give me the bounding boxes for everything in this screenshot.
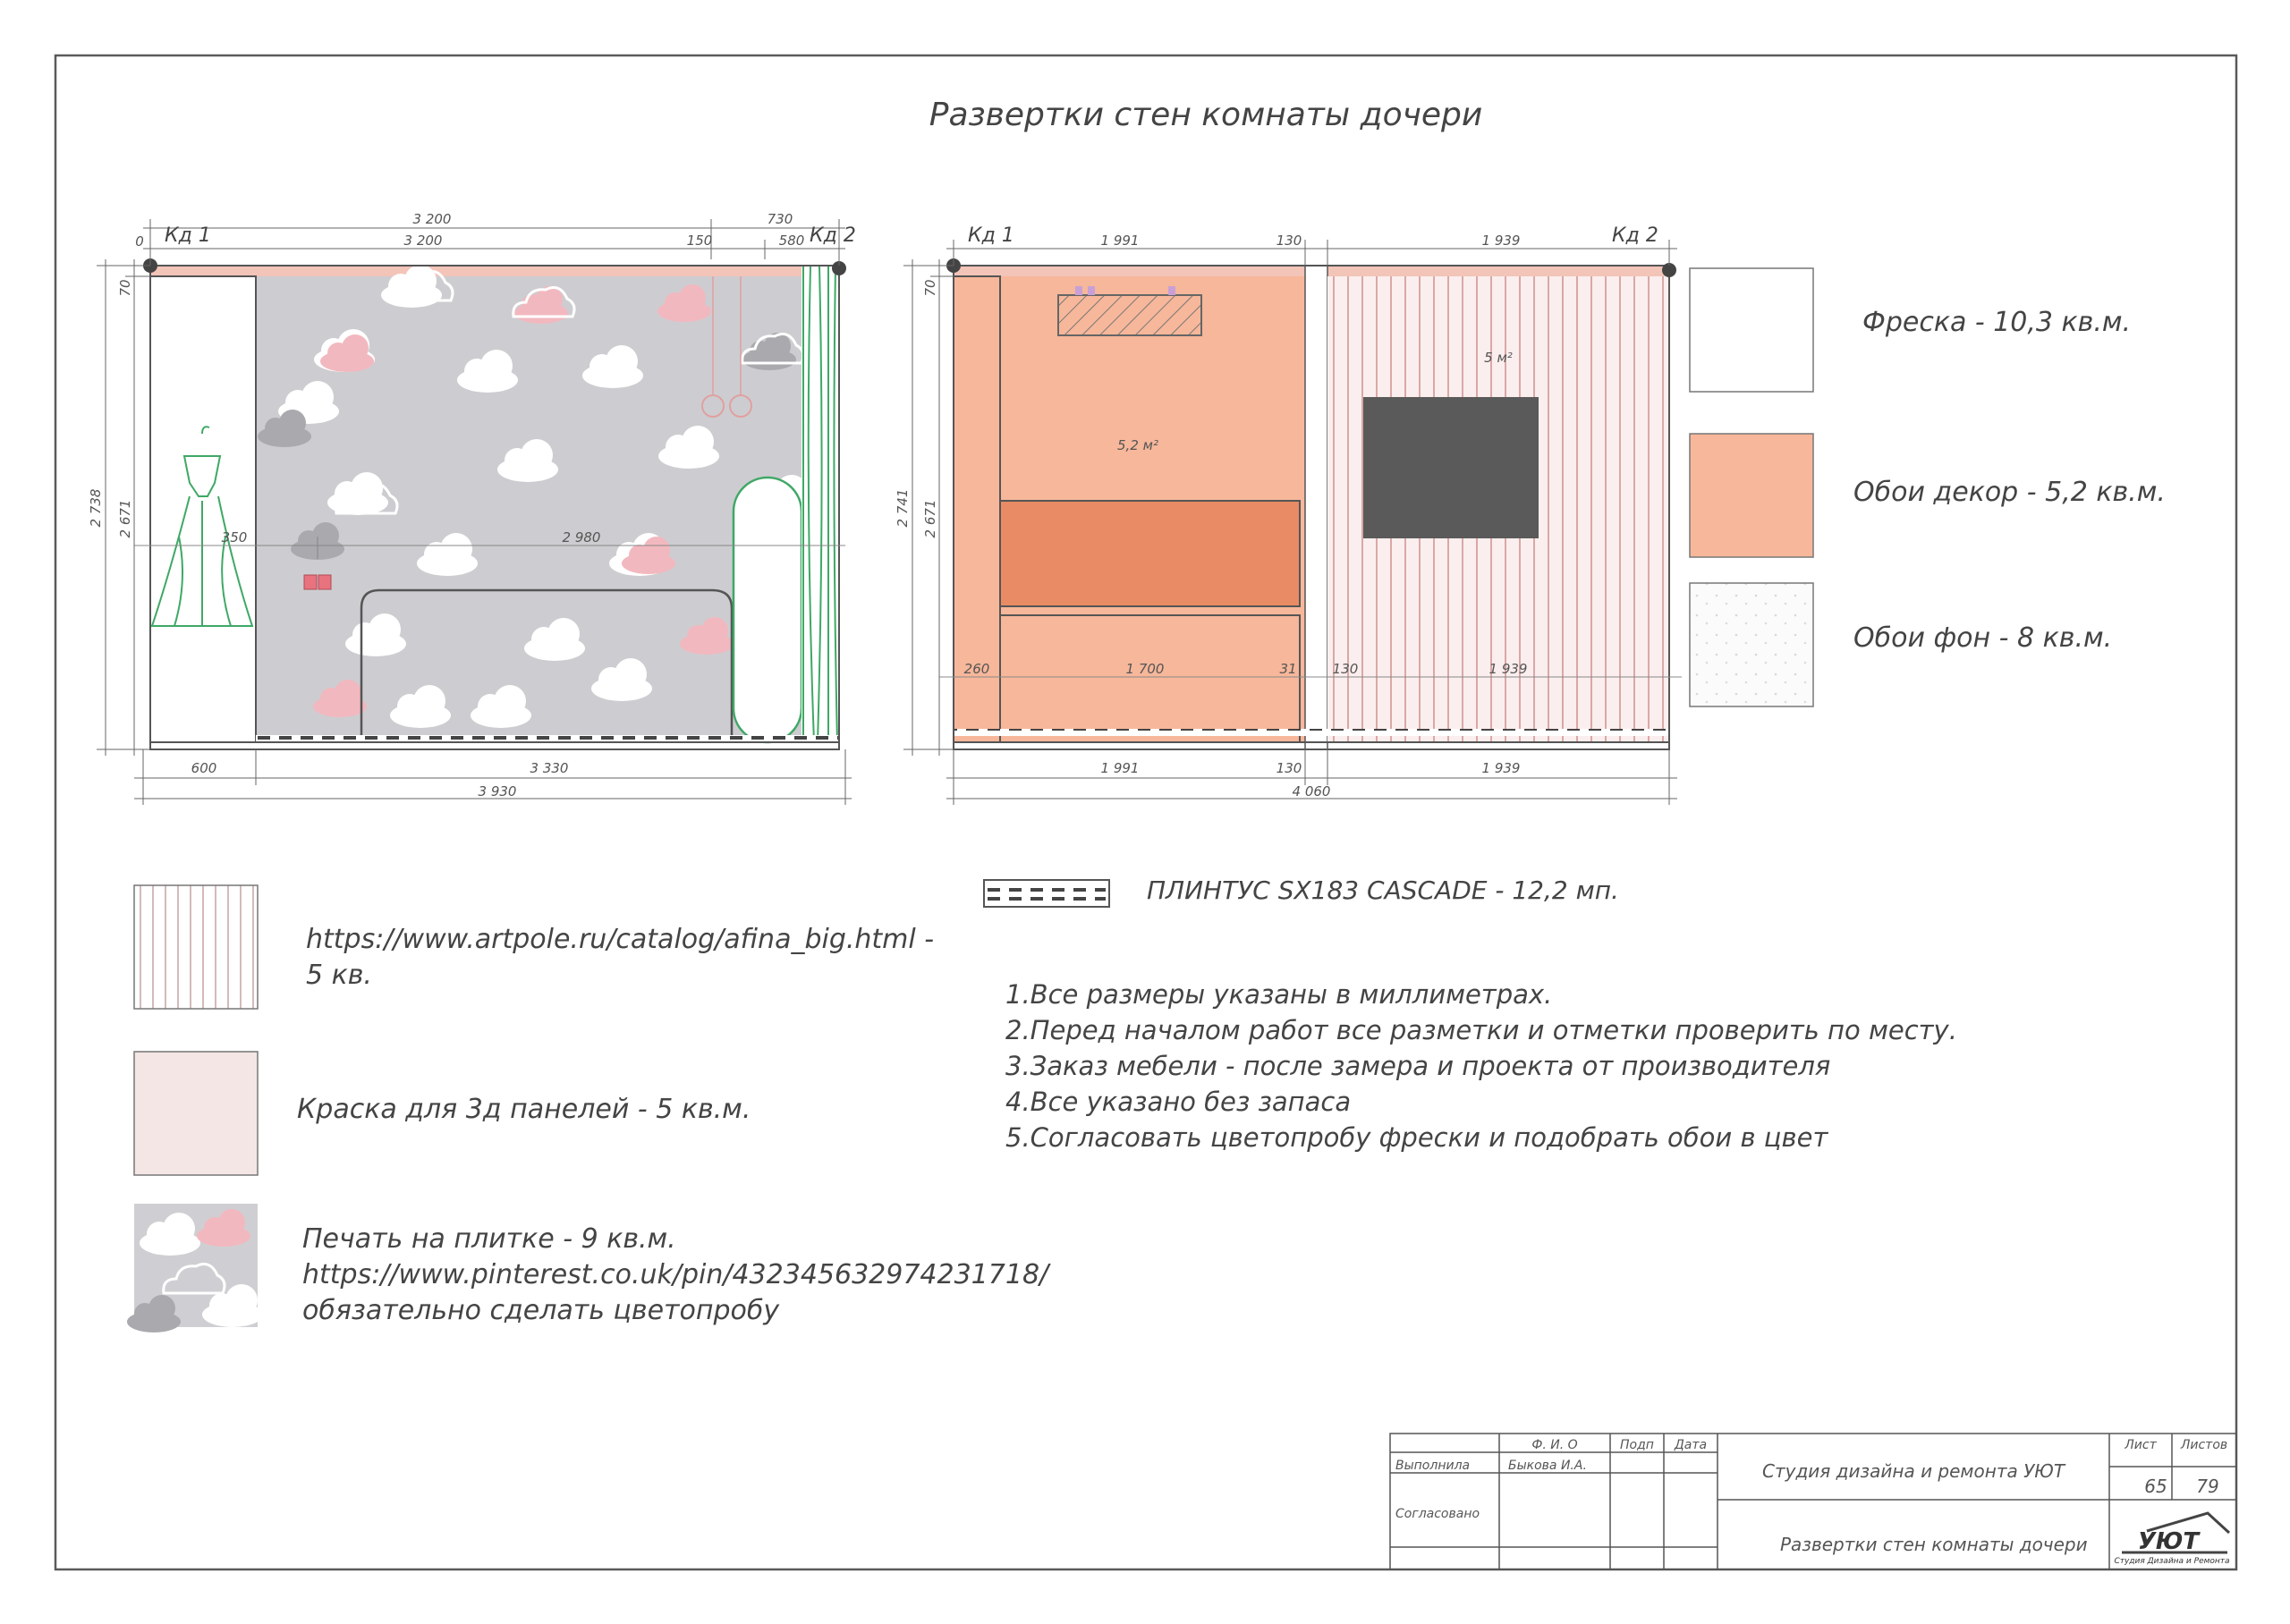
floor-mirror xyxy=(734,478,802,742)
dim-top-right: 730 xyxy=(767,211,793,227)
legend-decor-label: Обои декор - 5,2 кв.м. xyxy=(1853,477,2166,508)
tb-sheet-title: Развертки стен комнаты дочери xyxy=(1780,1534,2088,1555)
legend-swatch-fresco xyxy=(1690,268,1813,392)
legend-panels-line1: https://www.artpole.ru/catalog/afina_big.html - xyxy=(306,924,935,955)
legend-background-label: Обои фон - 8 кв.м. xyxy=(1853,622,2113,654)
tb-done-name: Быкова И.А. xyxy=(1508,1459,1587,1473)
dim-top-gap-right: 70 xyxy=(922,279,938,297)
legend-swatch-background xyxy=(1690,583,1813,706)
legend-swatch-paint xyxy=(134,1052,258,1175)
dim-bottom-a-right: 1 991 xyxy=(1100,760,1140,776)
dim-top-total: 3 200 xyxy=(412,211,452,227)
tv-screen xyxy=(1363,397,1539,538)
dim-top-b-right: 130 xyxy=(1276,233,1302,249)
dim-bottom-c-right: 1 939 xyxy=(1481,760,1521,776)
area-right: 5 м² xyxy=(1484,350,1513,366)
dim-top-zero: 0 xyxy=(135,233,144,250)
note-2: 2.Перед началом работ все разметки и отметки проверить по месту. xyxy=(1005,1015,1957,1045)
sheet-title: Развертки стен комнаты дочери xyxy=(929,97,1483,133)
dim-mid-b: 1 700 xyxy=(1125,661,1165,677)
label-kd2-right: Кд 2 xyxy=(1612,224,1658,247)
tb-row-agreed: Согласовано xyxy=(1395,1507,1480,1521)
note-3: 3.Заказ мебели - после замера и проекта от производителя xyxy=(1005,1051,1831,1081)
dim-height-outer-right: 2 741 xyxy=(895,488,911,528)
plinth-label: ПЛИНТУС SX183 CASCADE - 12,2 мп. xyxy=(1147,875,1619,905)
label-kd2-left: Кд 2 xyxy=(810,224,856,247)
dim-top-b: 150 xyxy=(686,233,713,249)
dim-bottom-b: 3 330 xyxy=(530,760,569,776)
legend-tile-line3: обязательно сделать цветопробу xyxy=(302,1295,780,1326)
tb-col-fio: Ф. И. О xyxy=(1531,1438,1578,1452)
tb-col-sign: Подп xyxy=(1620,1438,1654,1452)
legend-swatch-decor xyxy=(1690,434,1813,557)
label-kd1-right: Кд 1 xyxy=(968,224,1014,247)
tb-col-date: Дата xyxy=(1674,1438,1708,1452)
wall-elevation-right xyxy=(895,224,1682,805)
legend-swatch-panels xyxy=(134,885,258,1009)
dim-top-c-right: 1 939 xyxy=(1481,233,1521,249)
legend-panels-line2: 5 кв. xyxy=(306,960,372,991)
wall-elevation-left xyxy=(88,211,856,805)
legend-right xyxy=(1690,268,2166,706)
note-1: 1.Все размеры указаны в миллиметрах. xyxy=(1005,979,1553,1010)
bed-frame xyxy=(1000,615,1300,742)
plinth-legend xyxy=(984,875,1619,907)
dim-height-inner-right: 2 671 xyxy=(922,499,938,538)
note-4: 4.Все указано без запаса xyxy=(1005,1087,1352,1117)
tb-sheet-label: Лист xyxy=(2125,1438,2157,1452)
legend-tile-line1: Печать на плитке - 9 кв.м. xyxy=(302,1223,676,1255)
tb-row-done: Выполнила xyxy=(1395,1459,1471,1473)
dim-bottom-a: 600 xyxy=(191,760,217,776)
dim-mid-e: 1 939 xyxy=(1488,661,1528,677)
dim-top-c: 580 xyxy=(778,233,805,249)
dim-bottom-total: 3 930 xyxy=(478,783,517,799)
dim-mid-c: 31 xyxy=(1279,661,1297,677)
label-kd1-left: Кд 1 xyxy=(165,224,211,247)
dim-mid-right: 2 980 xyxy=(562,529,601,546)
dim-bottom-total-right: 4 060 xyxy=(1292,783,1331,799)
legend-left xyxy=(127,885,1051,1332)
logo-subtext: Студия Дизайна и Ремонта xyxy=(2114,1557,2230,1566)
logo-text: УЮТ xyxy=(2137,1528,2200,1555)
dim-mid-left: 350 xyxy=(221,529,248,546)
dim-top-gap: 70 xyxy=(117,279,133,297)
headboard-panel xyxy=(1000,501,1300,606)
tb-sheets-label: Листов xyxy=(2180,1438,2228,1452)
general-notes xyxy=(1005,979,1957,1153)
note-5: 5.Согласовать цветопробу фрески и подобрать обои в цвет xyxy=(1005,1122,1828,1153)
studio-logo xyxy=(2114,1513,2229,1566)
dim-bottom-b-right: 130 xyxy=(1276,760,1302,776)
dim-mid-a: 260 xyxy=(963,661,990,677)
legend-fresco-label: Фреска - 10,3 кв.м. xyxy=(1862,307,2132,338)
dim-height-inner: 2 671 xyxy=(117,499,133,538)
dim-height-outer: 2 738 xyxy=(88,488,104,528)
wall-shelf xyxy=(1058,295,1201,335)
tb-sheets-total: 79 xyxy=(2196,1476,2219,1497)
tb-studio: Студия дизайна и ремонта УЮТ xyxy=(1762,1460,2065,1482)
dim-mid-d: 130 xyxy=(1332,661,1359,677)
legend-paint-label: Краска для 3д панелей - 5 кв.м. xyxy=(297,1094,751,1125)
area-left: 5,2 м² xyxy=(1117,437,1158,453)
legend-tile-line2: https://www.pinterest.co.uk/pin/432345632974231718/ xyxy=(302,1259,1049,1290)
dim-top-a-right: 1 991 xyxy=(1100,233,1140,249)
dim-top-a: 3 200 xyxy=(403,233,443,249)
tb-sheet-no: 65 xyxy=(2144,1476,2167,1497)
